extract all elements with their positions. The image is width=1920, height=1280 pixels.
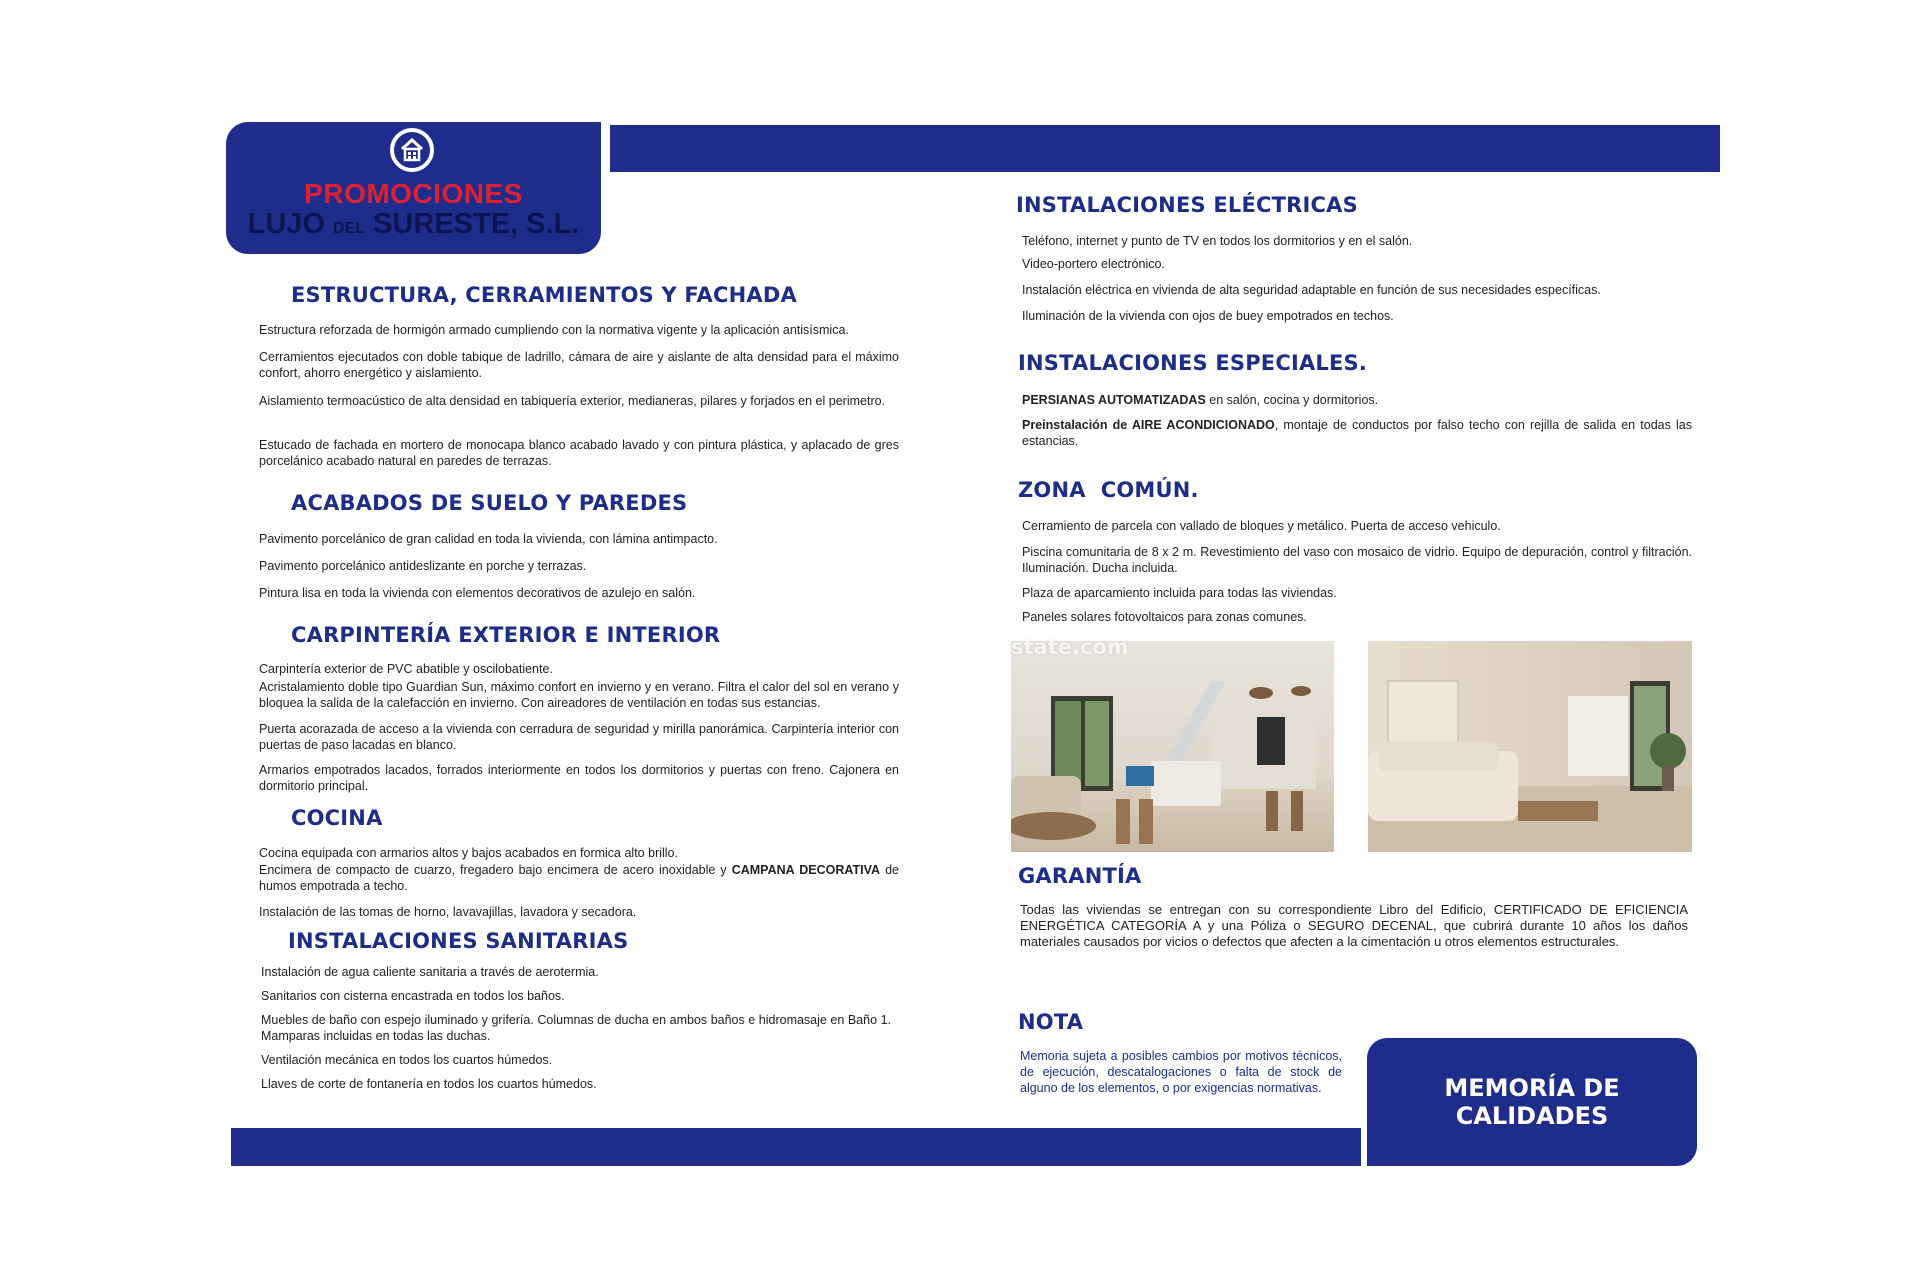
memoria-calidades-badge xyxy=(1367,1038,1697,1166)
sanitarias-p1: Instalación de agua caliente sanitaria a través de aerotermia. xyxy=(261,965,599,979)
especiales-p2: Preinstalación de AIRE ACONDICIONADO, montaje de conductos por falso techo con rejilla de salida en todas las estancias. xyxy=(1022,418,1692,448)
nota-text: Memoria sujeta a posibles cambios por motivos técnicos, de ejecución, descatalogaciones o falta de stock de alguno de los elementos, o por exigencias normativas. xyxy=(1020,1049,1342,1095)
sanitarias-p5: Llaves de corte de fontanería en todos los cuartos húmedos. xyxy=(261,1077,597,1091)
sanitarias-p3: Muebles de baño con espejo iluminado y grifería. Columnas de ducha en ambos baños e hidromasaje en Baño 1. Mamparas incluidas en todas las duchas. xyxy=(261,1013,891,1043)
logo-text-promociones: PROMOCIONES xyxy=(304,178,523,209)
garantia-p1: Todas las viviendas se entregan con su correspondiente Libro del Edificio, CERTIFICADO DE EFICIENCIA ENERGÉTICA CATEGORÍA A y una Póliza o SEGURO DECENAL, que cubrirá durante 10 años los daños materiales causados por vicios o defectos que afecten a la cimentación u otros elementos estructurales. xyxy=(1020,902,1688,949)
cocina-p2: Encimera de compacto de cuarzo, fregadero bajo encimera de acero inoxidable y CAMPANA DECORATIVA de humos empotrada a techo. xyxy=(259,863,899,893)
heading-acabados: ACABADOS DE SUELO Y PAREDES xyxy=(291,491,688,515)
heading-cocina: COCINA xyxy=(291,806,383,830)
footer-bar xyxy=(231,1128,1361,1166)
zona-p2: Piscina comunitaria de 8 x 2 m. Revestimiento del vaso con mosaico de vidrio. Equipo de depuración, control y filtración. Iluminación. Ducha incluida. xyxy=(1022,545,1692,575)
especiales-p1: PERSIANAS AUTOMATIZADAS en salón, cocina y dormitorios. xyxy=(1022,393,1379,407)
company-logo xyxy=(226,122,601,254)
carpinteria-p4: Armarios empotrados lacados, forrados interiormente en todos los dormitorios y puertas con freno. Cajonera en dormitorio principal. xyxy=(259,763,899,793)
sanitarias-p2: Sanitarios con cisterna encastrada en todos los baños. xyxy=(261,989,565,1003)
heading-sanitarias: INSTALACIONES SANITARIAS xyxy=(288,929,629,953)
sanitarias-p4: Ventilación mecánica en todos los cuartos húmedos. xyxy=(261,1053,553,1067)
zona-p3: Plaza de aparcamiento incluida para todas las viviendas. xyxy=(1022,586,1337,600)
estructura-p4: Estucado de fachada en mortero de monocapa blanco acabado lavado y con pintura plástica, y aplacado de gres porcelánico acabado natural en paredes de terrazas. xyxy=(259,438,899,468)
estructura-p2: Cerramientos ejecutados con doble tabique de ladrillo, cámara de aire y aislante de alta densidad para el máximo confort, ahorro energético y aislamiento. xyxy=(259,350,899,380)
acabados-p3: Pintura lisa en toda la vivienda con elementos decorativos de azulejo en salón. xyxy=(259,586,696,600)
interior-photo-living-room xyxy=(1368,641,1692,852)
electricas-p2: Video-portero electrónico. xyxy=(1022,257,1165,271)
house-icon xyxy=(390,128,434,172)
heading-especiales: INSTALACIONES ESPECIALES. xyxy=(1018,351,1368,375)
carpinteria-p3: Puerta acorazada de acceso a la vivienda con cerradura de seguridad y mirilla panorámica. Carpintería interior con puertas de paso lacadas en blanco. xyxy=(259,722,899,752)
heading-estructura: ESTRUCTURA, CERRAMIENTOS Y FACHADA xyxy=(291,283,797,307)
header-bar xyxy=(610,125,1720,172)
carpinteria-p1: Carpintería exterior de PVC abatible y oscilobatiente. xyxy=(259,662,553,676)
zona-p4: Paneles solares fotovoltaicos para zonas comunes. xyxy=(1022,610,1307,624)
electricas-p3: Instalación eléctrica en vivienda de alta seguridad adaptable en función de sus necesidades específicas. xyxy=(1022,283,1601,297)
estructura-p1: Estructura reforzada de hormigón armado cumpliendo con la normativa vigente y la aplicación antisísmica. xyxy=(259,323,849,337)
watermark-text: state.com xyxy=(1011,635,1129,659)
memoria-line1: MEMORÍA DE xyxy=(1444,1074,1620,1102)
zona-p1: Cerramiento de parcela con vallado de bloques y metálico. Puerta de acceso vehiculo. xyxy=(1022,519,1501,533)
heading-nota: NOTA xyxy=(1018,1010,1084,1034)
memoria-line2: CALIDADES xyxy=(1455,1102,1609,1130)
heading-zona-comun: ZONA COMÚN. xyxy=(1018,478,1199,502)
heading-carpinteria: CARPINTERÍA EXTERIOR E INTERIOR xyxy=(291,623,721,647)
electricas-p1: Teléfono, internet y punto de TV en todos los dormitorios y en el salón. xyxy=(1022,234,1413,248)
electricas-p4: Iluminación de la vivienda con ojos de buey empotrados en techos. xyxy=(1022,309,1394,323)
cocina-p1: Cocina equipada con armarios altos y bajos acabados en formica alto brillo. xyxy=(259,846,678,860)
cocina-p3: Instalación de las tomas de horno, lavavajillas, lavadora y secadora. xyxy=(259,905,637,919)
interior-photo-living-kitchen xyxy=(1011,641,1334,852)
acabados-p1: Pavimento porcelánico de gran calidad en toda la vivienda, con lámina antimpacto. xyxy=(259,532,718,546)
acabados-p2: Pavimento porcelánico antideslizante en porche y terrazas. xyxy=(259,559,587,573)
estructura-p3: Aislamiento termoacústico de alta densidad en tabiquería exterior, medianeras, pilares y forjados en el perimetro. xyxy=(259,394,886,408)
heading-electricas: INSTALACIONES ELÉCTRICAS xyxy=(1016,193,1358,217)
heading-garantia: GARANTÍA xyxy=(1018,864,1142,888)
logo-text-company: LUJO DEL SURESTE, S.L. xyxy=(247,208,580,240)
carpinteria-p2: Acristalamiento doble tipo Guardian Sun, máximo confort en invierno y en verano. Filtra el calor del sol en verano y bloquea la salida de la calefacción en invierno. Con aireadores de ventilación en todas sus estancias. xyxy=(259,680,899,710)
